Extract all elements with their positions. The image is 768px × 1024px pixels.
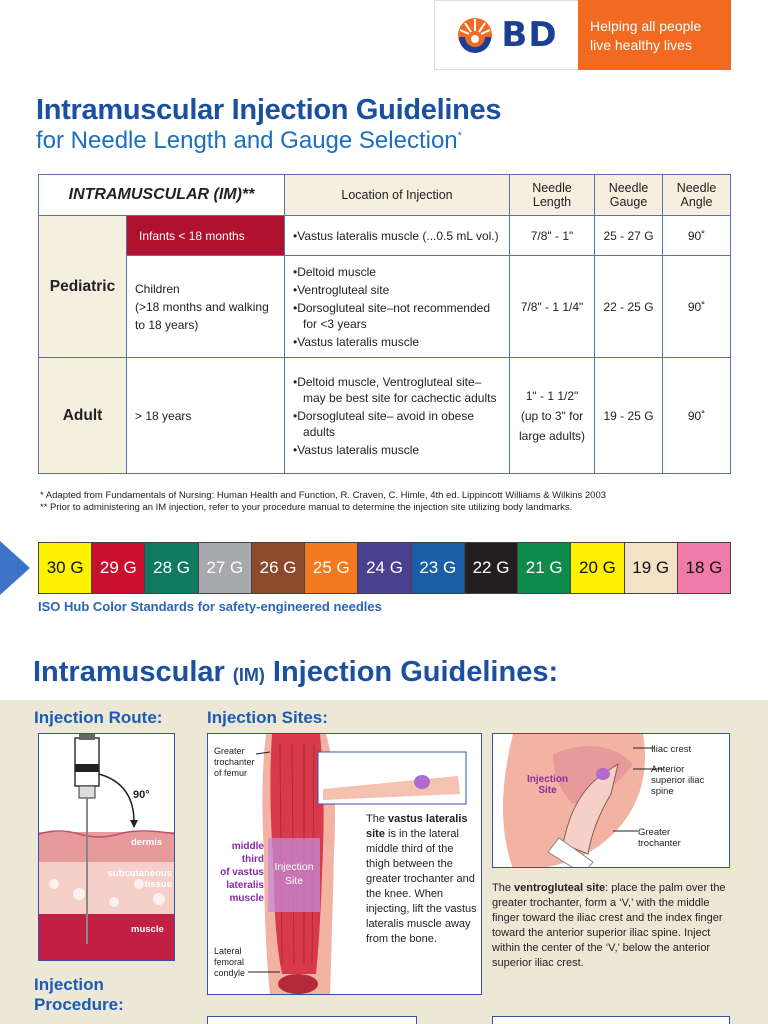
adult-population: > 18 years [127,358,285,474]
ventro-intro: The [492,882,515,894]
header-length-2: Length [532,195,572,209]
page-subtitle [36,127,462,155]
angle-label: 90° [133,789,150,801]
header-im: INTRAMUSCULAR (IM)** [39,175,285,216]
mt-3: of vastus [220,867,264,878]
footnote-2: ** Prior to administering an IM injection, refer to your procedure manual to determine the injection site utilizing body landmarks. [40,502,573,513]
as-1: Anterior [651,764,685,775]
header-gauge [595,175,663,216]
ventro-rest: : place the palm over the greater trochanter, form a ‘V,’ with the middle finger toward the iliac crest and the index finger toward the anterior superior iliac spine. Inject within the center of the ‘V,’ below the anterior superior iliac crest. [492,882,726,969]
hip-site-label [527,774,568,796]
ventro-bold: ventrogluteal site [514,882,606,894]
gauge-swatch: 19 G [625,543,678,593]
dermis-label: dermis [131,837,163,848]
vastus-bold: vastus lateralis site [366,813,468,840]
subcutaneous-2: tissue [144,879,172,890]
gauge-swatch: 21 G [518,543,571,593]
table-header-row [39,175,731,216]
mt-1: middle [231,841,264,852]
pointer-arrow-icon [0,541,30,595]
vastus-lateralis-description [366,812,478,947]
greater-trochanter-label [214,746,255,779]
table-row-adult [39,358,731,474]
tagline-line1: Helping all people [590,18,702,34]
hs-1: Injection [527,774,569,785]
gauge-swatch: 22 G [465,543,518,593]
bottom-panel-left [207,1016,417,1024]
group-pediatric: Pediatric [39,216,127,358]
injection-route-label: Injection Route: [34,708,163,727]
gauge-swatch: 20 G [571,543,624,593]
section-title-part1: Intramuscular [33,656,225,688]
gt-3: of femur [214,768,248,778]
adult-locations [285,358,510,474]
mt-4: lateralis [226,880,264,891]
section-title-part3: Injection Guidelines: [272,656,559,688]
infants-length: 7/8" - 1" [510,216,595,256]
gauge-swatch: 18 G [678,543,730,593]
procedure-label-1: Injection [34,975,104,994]
subtitle-text: for Needle Length and Gauge Selection [36,127,458,154]
hs-2: Site [538,785,557,796]
anterior-spine-label [651,764,704,797]
subtitle-footnote-mark: * [457,130,462,142]
table-row-children [39,256,731,358]
header-length-1: Needle [532,181,572,195]
children-gauge: 22 - 25 G [595,256,663,358]
sun-logo-icon [455,15,495,55]
ts-2: Site [284,875,304,887]
gauge-swatch: 25 G [305,543,358,593]
bottom-panel-right [492,1016,730,1024]
children-pop-3: to 18 years) [135,317,199,332]
header-angle-2: Angle [680,195,713,209]
fc-1: Lateral [214,946,242,956]
infants-gauge: 25 - 27 G [595,216,663,256]
mt-2: third [241,854,264,865]
vastus-intro: The [366,813,389,825]
fc-3: condyle [214,968,246,978]
gauge-swatch: 24 G [358,543,411,593]
mt-5: muscle [229,893,264,904]
ts-1: Injection [274,861,314,873]
children-locations [285,256,510,358]
fc-2: femoral [214,957,245,967]
gt-1: Greater [214,746,245,756]
gauge-swatch: 27 G [199,543,252,593]
footnote-1: * Adapted from Fundamentals of Nursing: Human Health and Function, R. Craven, C. Himle, 4th ed. Lippincott Williams & Wilkins 2003 [40,490,607,501]
im-guideline-table [38,174,731,474]
adult-length-3: large adults) [518,428,586,443]
infants-location [285,216,510,256]
header-gauge-2: Gauge [609,195,648,209]
injection-procedure-label [34,975,124,1015]
procedure-label-2: Procedure: [34,995,124,1014]
adult-gauge: 19 - 25 G [595,358,663,474]
gt-2: trochanter [214,757,255,767]
brand-header [434,0,731,70]
children-pop-1: Children [135,281,180,296]
as-3: spine [651,786,674,797]
table-row-infants [39,216,731,256]
group-adult: Adult [39,358,127,474]
list-item: • Dorsogluteal site– avoid in obese adults [293,408,501,440]
muscle-label: muscle [131,924,164,935]
children-pop-2: (>18 months and walking [135,299,269,314]
hip-illustration-icon [493,734,730,868]
infants-location-item: • Vastus lateralis muscle (...0.5 mL vol.) [293,228,501,244]
iliac-crest-label: Iliac crest [651,744,692,755]
vastus-lateralis-diagram [207,733,482,995]
section-title-part2: (IM) [232,665,265,685]
list-item: • Ventrogluteal site [293,282,501,298]
hip-greater-trochanter-label [638,827,681,849]
as-2: superior iliac [651,775,705,786]
thigh-site-label [268,860,320,888]
subcutaneous-label [95,868,172,890]
tagline-line2: live healthy lives [590,37,692,53]
adult-length-1: 1" - 1 1/2" [525,388,579,403]
section-title [33,656,558,689]
header-angle [663,175,731,216]
list-item: • Vastus lateralis muscle [293,442,501,458]
adult-length [510,358,595,474]
gauge-swatch: 23 G [412,543,465,593]
brand-tagline [578,0,731,70]
list-item: • Vastus lateralis muscle [293,334,501,350]
children-population [127,256,285,358]
header-location: Location of Injection [285,175,510,216]
hgt-2: trochanter [638,838,681,849]
middle-third-label [212,840,264,905]
gauge-caption: ISO Hub Color Standards for safety-engineered needles [38,599,382,614]
children-angle: 90˚ [663,256,731,358]
injection-route-diagram [38,733,175,961]
list-item: • Dorsogluteal site–not recommended for <3 years [293,300,501,332]
lower-section [0,700,768,1024]
infants-angle: 90˚ [663,216,731,256]
header-gauge-1: Needle [608,181,649,195]
injection-sites-label: Injection Sites: [207,708,328,727]
header-length [510,175,595,216]
gauge-swatch: 29 G [92,543,145,593]
gauge-swatch: 26 G [252,543,305,593]
subcutaneous-1: subcutaneous [107,868,172,879]
infants-population: Infants < 18 months [127,216,285,256]
list-item: • Deltoid muscle [293,264,501,280]
gauge-swatch: 30 G [39,543,92,593]
gauge-color-bar [38,542,731,594]
brand-name: BD [501,15,558,55]
adult-length-2: (up to 3" for [520,408,584,423]
header-angle-1: Needle [676,181,717,195]
children-length: 7/8" - 1 1/4" [510,256,595,358]
adult-angle: 90˚ [663,358,731,474]
femoral-condyle-label [214,946,245,979]
vastus-rest: is in the lateral middle third of the thigh between the greater trochanter and the knee. When injecting, lift the vastus lateralis muscle away from the bone. [366,828,477,945]
brand-logo [434,0,578,70]
ventrogluteal-description [492,881,728,971]
page-title: Intramuscular Injection Guidelines [36,94,502,126]
ventrogluteal-diagram [492,733,730,868]
gauge-swatch: 28 G [145,543,198,593]
list-item: • Deltoid muscle, Ventrogluteal site– may be best site for cachectic adults [293,374,501,406]
hgt-1: Greater [638,827,671,838]
